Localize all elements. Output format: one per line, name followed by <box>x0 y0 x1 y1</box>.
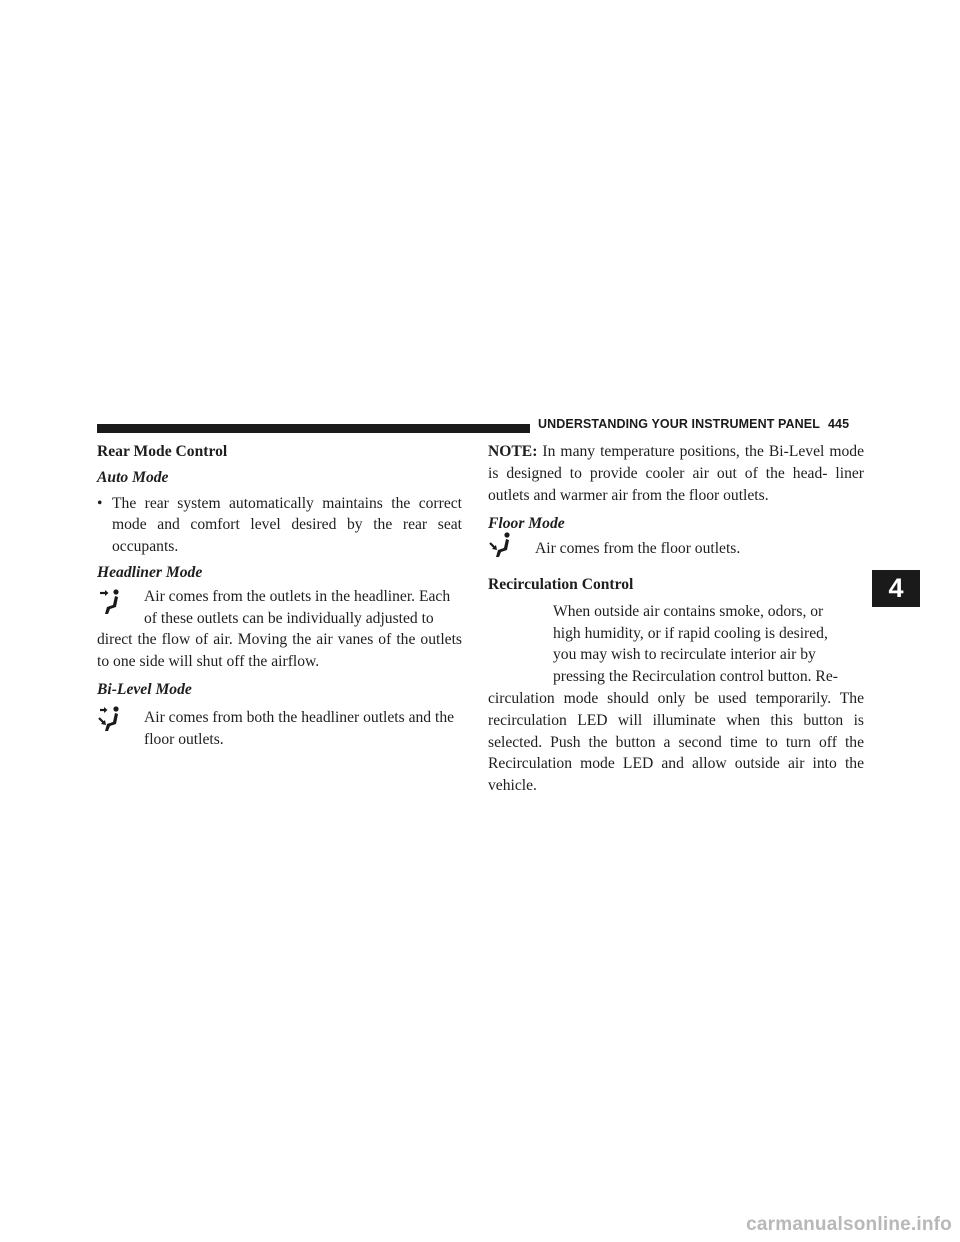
section-tab: 4 <box>872 570 920 607</box>
bilevel-mode-paragraph <box>97 707 462 751</box>
headliner-mode-heading: Headliner Mode <box>97 563 203 581</box>
headliner-mode-icon <box>97 588 125 616</box>
recirc-line-2: high humidity, or if rapid cooling is desired, <box>553 624 828 642</box>
headliner-mode-paragraph <box>97 586 462 673</box>
floor-mode-icon <box>488 532 516 560</box>
auto-mode-text: The rear system automatically maintains the correct mode and comfort level desired by the rear seat occupants. <box>112 494 462 556</box>
bilevel-line-2: floor outlets. <box>144 730 224 748</box>
bilevel-line-1: Air comes from both the headliner outlets and the <box>144 708 455 726</box>
page-number: 445 <box>827 417 850 431</box>
note-label: NOTE: <box>488 443 538 460</box>
recirc-rest: circulation mode should only be used temporarily. The recirculation LED will illuminate when this button is selected. Push the button a second time to turn off the Recirculation mode LED and allow outside air into the vehicle. <box>488 689 864 795</box>
right-column <box>488 441 864 797</box>
recirc-line-1: When outside air contains smoke, odors, or <box>553 602 824 620</box>
floor-mode-heading: Floor Mode <box>488 515 565 533</box>
recirculation-paragraph <box>488 601 864 797</box>
recirculation-heading: Recirculation Control <box>488 575 634 593</box>
header-rule <box>97 424 530 433</box>
headliner-rest: direct the flow of air. Moving the air vanes of the outlets to one side will shut off the airflow. <box>97 631 462 671</box>
header-title: UNDERSTANDING YOUR INSTRUMENT PANEL <box>538 417 820 431</box>
watermark: carmanualsonline.info <box>746 1214 952 1235</box>
recirc-line-4: pressing the Recirculation control button. Re- <box>553 668 838 686</box>
auto-mode-heading: Auto Mode <box>97 468 169 486</box>
left-column <box>97 441 462 750</box>
bullet-dot: • <box>97 494 103 512</box>
rear-mode-heading: Rear Mode Control <box>97 443 228 460</box>
auto-mode-bullet <box>97 493 462 558</box>
recirc-line-3: you may wish to recirculate interior air by <box>553 646 816 664</box>
floor-mode-paragraph <box>488 538 864 560</box>
bilevel-mode-heading: Bi-Level Mode <box>97 680 192 698</box>
headliner-line-1: Air comes from the outlets in the headliner. Each <box>144 587 451 605</box>
note-text: In many temperature positions, the Bi-Level mode is designed to provide cooler air out of the head- liner outlets and warmer air from the floor outlets. <box>488 443 864 504</box>
bilevel-mode-icon <box>97 705 125 733</box>
headliner-line-2: of these outlets can be individually adjusted to <box>144 609 434 627</box>
note-paragraph <box>488 441 864 506</box>
floor-mode-text: Air comes from the floor outlets. <box>535 540 741 558</box>
running-header <box>538 417 849 431</box>
